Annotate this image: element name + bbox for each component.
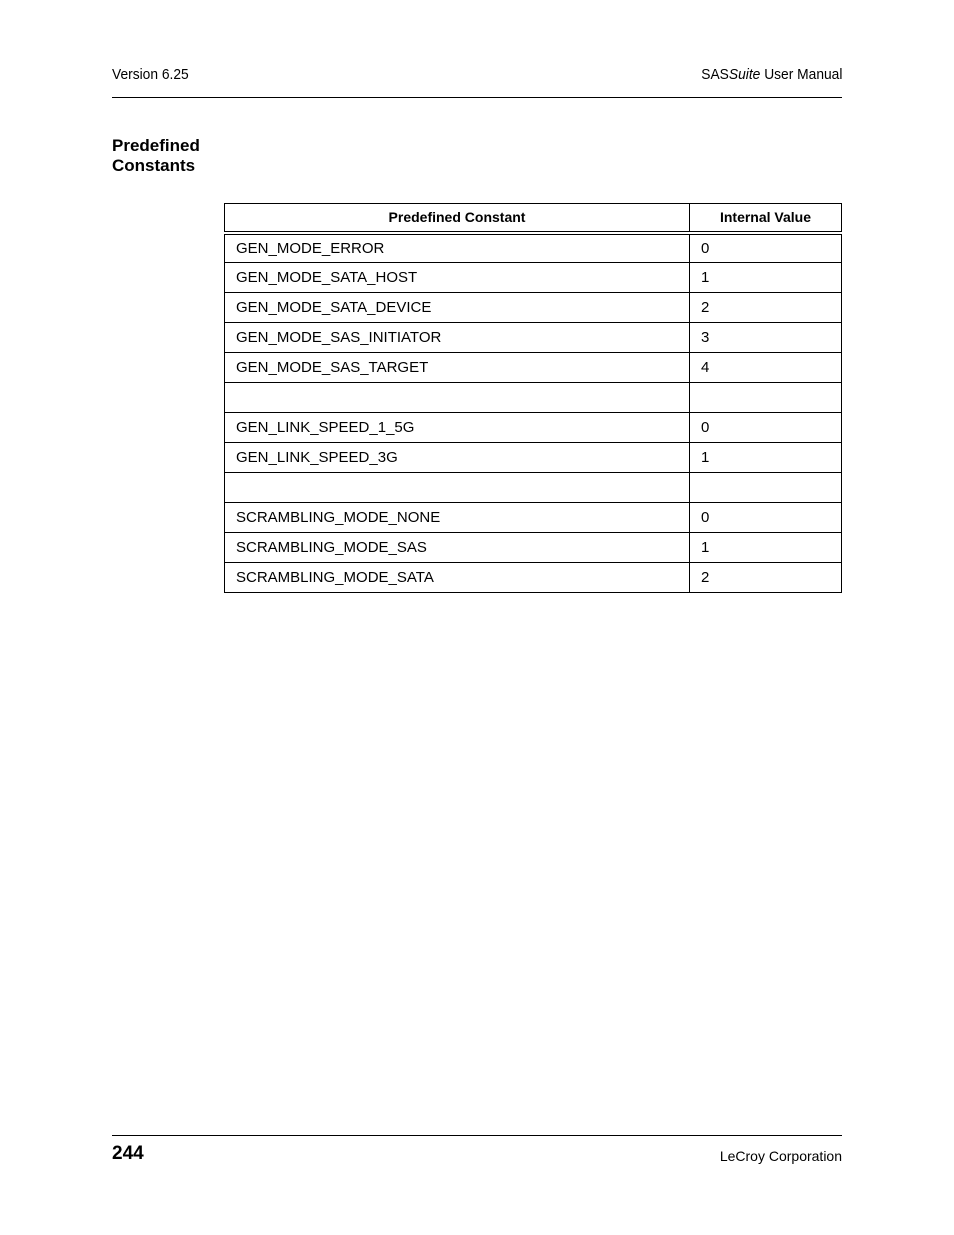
constant-name-cell: GEN_MODE_SAS_INITIATOR	[225, 323, 690, 353]
column-header-value: Internal Value	[690, 204, 842, 233]
footer-divider	[112, 1135, 842, 1136]
predefined-constants-table	[224, 203, 842, 593]
table-row	[225, 473, 842, 503]
internal-value-cell: 0	[690, 413, 842, 443]
internal-value-cell: 1	[690, 263, 842, 293]
internal-value-cell: 0	[690, 233, 842, 263]
section-title	[112, 136, 200, 176]
constant-name-cell: GEN_MODE_SATA_DEVICE	[225, 293, 690, 323]
table-row	[225, 233, 842, 263]
constant-name-cell: SCRAMBLING_MODE_SAS	[225, 533, 690, 563]
constant-name-cell: GEN_MODE_SATA_HOST	[225, 263, 690, 293]
section-title-line1: Predefined	[112, 136, 200, 155]
internal-value-cell: 0	[690, 503, 842, 533]
header-manual-suite: Suite	[728, 66, 760, 83]
table-row	[225, 413, 842, 443]
page-number: 244	[112, 1143, 144, 1164]
table-row	[225, 383, 842, 413]
constant-name-cell: SCRAMBLING_MODE_SATA	[225, 563, 690, 593]
header-manual-title	[701, 66, 842, 83]
internal-value-cell	[690, 383, 842, 413]
section-title-line2: Constants	[112, 156, 196, 175]
table-body	[225, 233, 842, 593]
internal-value-cell: 1	[690, 443, 842, 473]
table-header-row	[225, 204, 842, 233]
internal-value-cell: 3	[690, 323, 842, 353]
header-manual-prefix: SAS	[700, 66, 729, 83]
column-header-constant: Predefined Constant	[225, 204, 690, 233]
table-row	[225, 533, 842, 563]
table-row	[225, 293, 842, 323]
header-manual-suffix: User Manual	[759, 66, 842, 83]
internal-value-cell	[690, 473, 842, 503]
table-row	[225, 563, 842, 593]
constant-name-cell: GEN_LINK_SPEED_1_5G	[225, 413, 690, 443]
table-row	[225, 503, 842, 533]
constant-name-cell: GEN_MODE_ERROR	[225, 233, 690, 263]
footer-company: LeCroy Corporation	[719, 1148, 842, 1164]
constant-name-cell: GEN_LINK_SPEED_3G	[225, 443, 690, 473]
constant-name-cell	[225, 473, 690, 503]
header-divider	[112, 97, 842, 98]
table-row	[225, 323, 842, 353]
internal-value-cell: 1	[690, 533, 842, 563]
constant-name-cell	[225, 383, 690, 413]
table-row	[225, 263, 842, 293]
internal-value-cell: 4	[690, 353, 842, 383]
internal-value-cell: 2	[690, 563, 842, 593]
internal-value-cell: 2	[690, 293, 842, 323]
table-row	[225, 353, 842, 383]
constant-name-cell: SCRAMBLING_MODE_NONE	[225, 503, 690, 533]
constant-name-cell: GEN_MODE_SAS_TARGET	[225, 353, 690, 383]
table-row	[225, 443, 842, 473]
header-version: Version 6.25	[112, 66, 189, 83]
